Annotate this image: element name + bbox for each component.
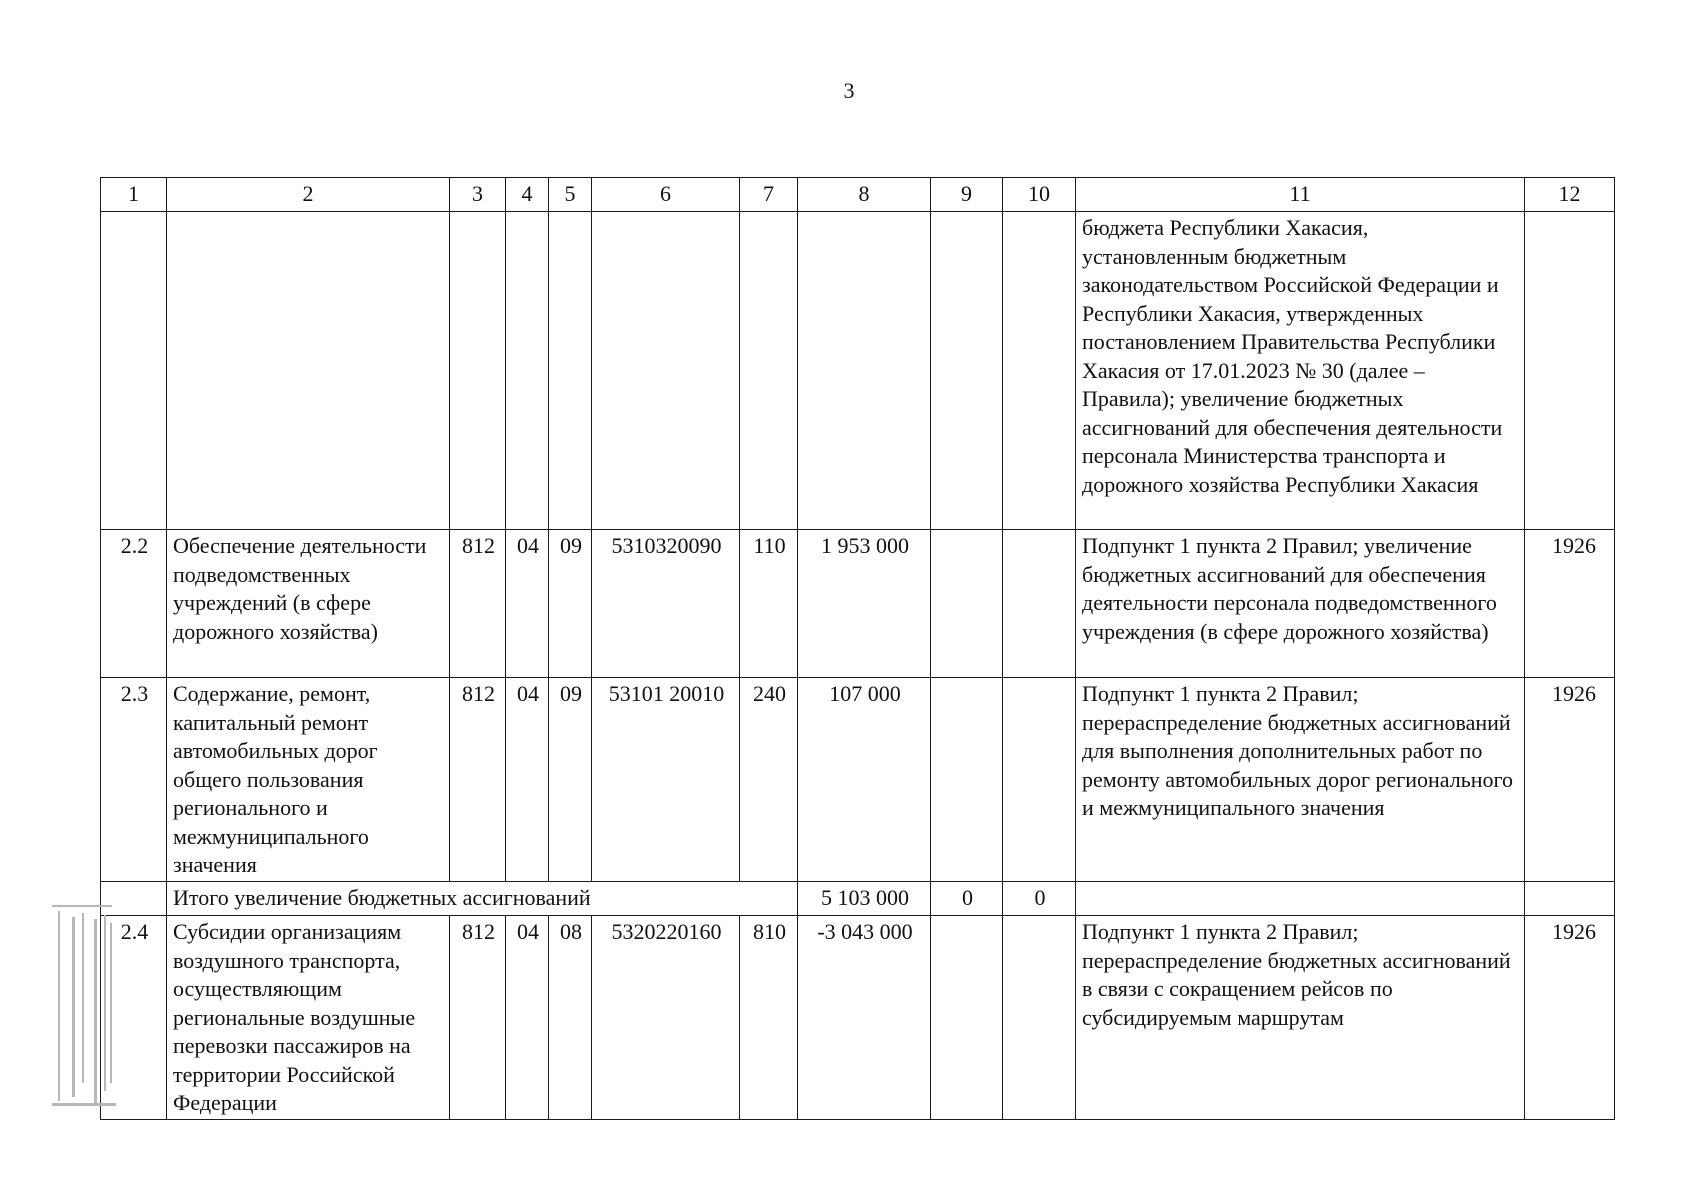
code-target-article: 5310320090 [592,530,740,678]
source-code: 1926 [1525,916,1615,1120]
column-header: 8 [798,178,931,212]
item-description: Обеспечение деятельности подведомственных учреждений (в сфере дорожного хозяйства) [167,530,450,678]
code-expense-type: 110 [740,530,798,678]
column-header: 3 [450,178,506,212]
table-row [101,530,1615,678]
total-amount-year-1: 5 103 000 [798,882,931,916]
table-row [101,916,1615,1120]
table-header-row [101,178,1615,212]
code-section: 04 [506,678,549,882]
amount-year-3 [1003,916,1076,1120]
column-header: 2 [167,178,450,212]
total-label: Итого увеличение бюджетных ассигнований [167,882,798,916]
code-section: 04 [506,916,549,1120]
justification-cell: Подпункт 1 пункта 2 Правил; перераспределение бюджетных ассигнований в связи с сокращением рейсов по субсидируемым маршрутам [1076,916,1525,1120]
amount-year-2 [931,678,1003,882]
amount-year-3 [1003,678,1076,882]
page-number: 3 [843,78,855,103]
column-header: 6 [592,178,740,212]
table-row [101,678,1615,882]
justification-cell: Подпункт 1 пункта 2 Правил; увеличение бюджетных ассигнований для обеспечения деятельности персонала подведомственного учреждения (в сфере дорожного хозяйства) [1076,530,1525,678]
amount-year-3 [1003,530,1076,678]
column-header: 12 [1525,178,1615,212]
code-section: 04 [506,530,549,678]
item-description: Субсидии организациям воздушного транспорта, осуществляющим региональные воздушные перевозки пассажиров на территории Российской Федерации [167,916,450,1120]
code-subsection: 08 [549,916,592,1120]
amount-year-1: -3 043 000 [798,916,931,1120]
column-header: 7 [740,178,798,212]
item-number: 2.4 [101,916,167,1120]
column-header: 11 [1076,178,1525,212]
column-header: 5 [549,178,592,212]
table-row-continuation [101,212,1615,530]
column-header: 9 [931,178,1003,212]
amount-year-2 [931,530,1003,678]
budget-allocation-table [100,177,1615,1120]
code-target-article: 53101 20010 [592,678,740,882]
code-subsection: 09 [549,530,592,678]
code-ministry: 812 [450,678,506,882]
source-code: 1926 [1525,678,1615,882]
margin-stamp-mark [48,905,120,1115]
table-total-row [101,882,1615,916]
code-expense-type: 810 [740,916,798,1120]
justification-cell: бюджета Республики Хакасия, установленным бюджетным законодательством Российской Федерации и Республики Хакасия, утвержденных постановлением Правительства Республики Хакасия от 17.01.2023 № 30 (далее – Правила); увеличение бюджетных ассигнований для обеспечения деятельности персонала Министерства транспорта и дорожного хозяйства Республики Хакасия [1076,212,1525,530]
column-header: 4 [506,178,549,212]
column-header: 10 [1003,178,1076,212]
amount-year-1: 1 953 000 [798,530,931,678]
amount-year-2 [931,916,1003,1120]
amount-year-1: 107 000 [798,678,931,882]
item-number: 2.2 [101,530,167,678]
column-header: 1 [101,178,167,212]
source-code: 1926 [1525,530,1615,678]
item-number: 2.3 [101,678,167,882]
code-target-article: 5320220160 [592,916,740,1120]
code-ministry: 812 [450,530,506,678]
code-expense-type: 240 [740,678,798,882]
item-description: Содержание, ремонт, капитальный ремонт автомобильных дорог общего пользования регионального и межмуниципального значения [167,678,450,882]
total-amount-year-2: 0 [931,882,1003,916]
justification-cell: Подпункт 1 пункта 2 Правил; перераспределение бюджетных ассигнований для выполнения дополнительных работ по ремонту автомобильных дорог регионального и межмуниципального значения [1076,678,1525,882]
code-subsection: 09 [549,678,592,882]
total-amount-year-3: 0 [1003,882,1076,916]
code-ministry: 812 [450,916,506,1120]
